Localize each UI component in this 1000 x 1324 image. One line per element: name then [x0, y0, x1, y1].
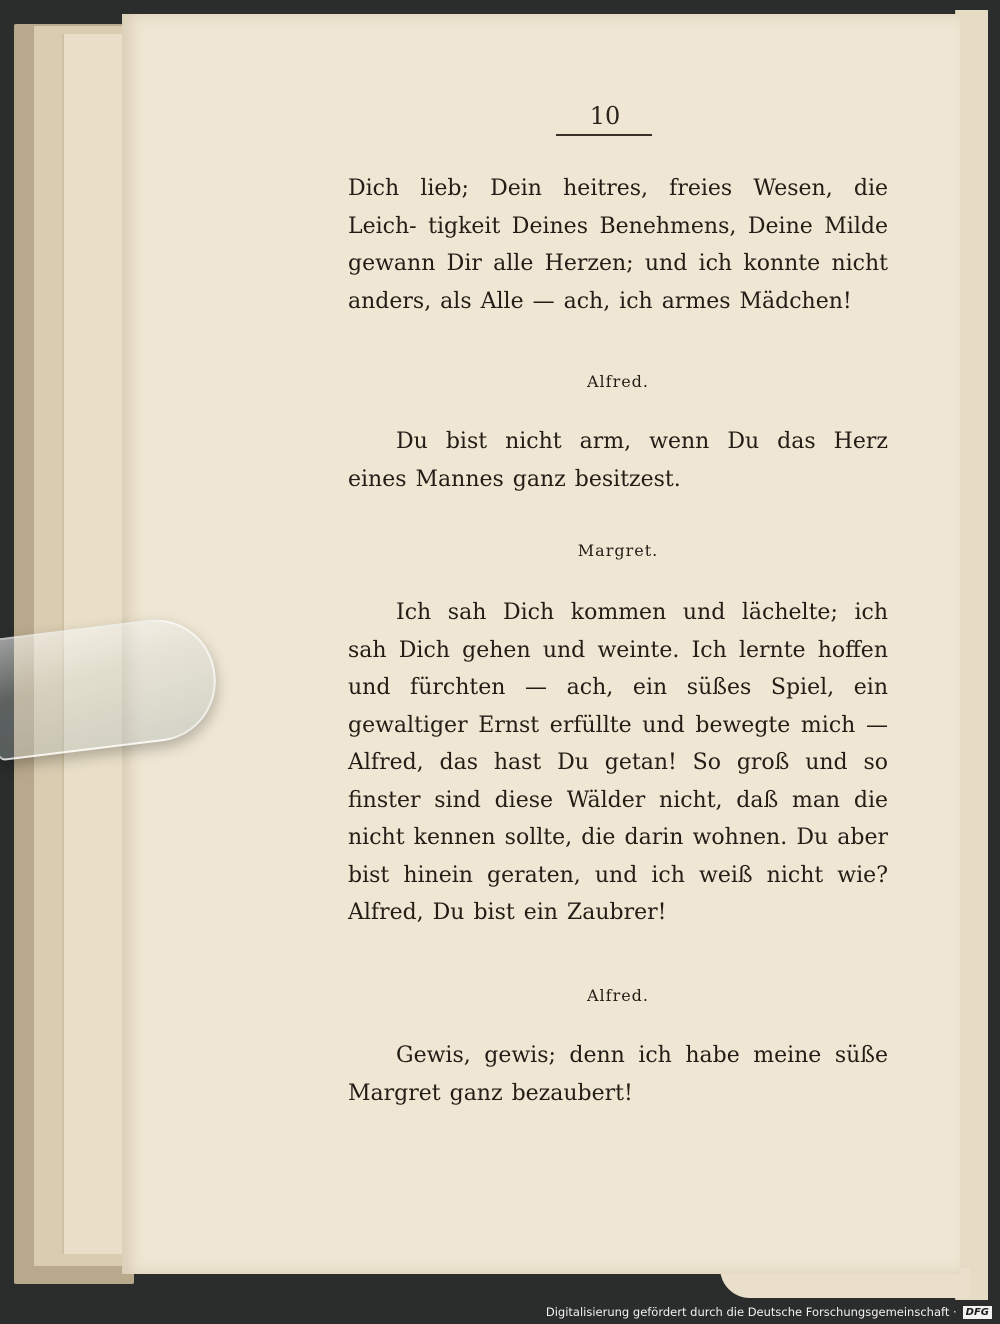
- passage-alfred-1: [348, 423, 888, 498]
- passage-text: Gewis, gewis; denn ich habe meine süße Margret ganz bezaubert!: [348, 1043, 888, 1106]
- credit-text: Digitalisierung gefördert durch die Deutsche Forschungsgemeinschaft ·: [545, 1305, 957, 1319]
- speaker-heading: Alfred.: [586, 372, 650, 391]
- passage-text: Ich sah Dich kommen und lächelte; ich sah Dich gehen und weinte. Ich lernte hoffen und fürchten — ach, ein süßes Spiel, ein gewaltiger Ernst erfüllte und bewegte mich — Alfred, das hast Du getan! So groß und so finster sind diese Wälder nicht, daß man die nicht kennen sollte, die darin wohnen. Du aber bist hinein geraten, und ich weiß nicht wie? Alfred, Du bist ein Zaubrer!: [348, 600, 888, 925]
- dfg-logo: DFG: [963, 1306, 992, 1319]
- digitization-credit: [546, 1305, 992, 1319]
- passage-text: Du bist nicht arm, wenn Du das Herz eines Mannes ganz besitzest.: [348, 429, 888, 492]
- passage-margret: [348, 594, 888, 932]
- page-number: 10: [589, 102, 621, 130]
- passage-alfred-2: [348, 1037, 888, 1112]
- speaker-heading: Alfred.: [586, 986, 650, 1005]
- page-number-rule: [556, 134, 652, 136]
- passage-text: Dich lieb; Dein heitres, freies Wesen, die Leich- tigkeit Deines Benehmens, Deine Milde gewann Dir alle Herzen; und ich konnte nicht anders, als Alle — ach, ich armes Mädchen!: [348, 176, 888, 314]
- speaker-heading: Margret.: [577, 541, 659, 560]
- passage-continuation: [348, 170, 888, 320]
